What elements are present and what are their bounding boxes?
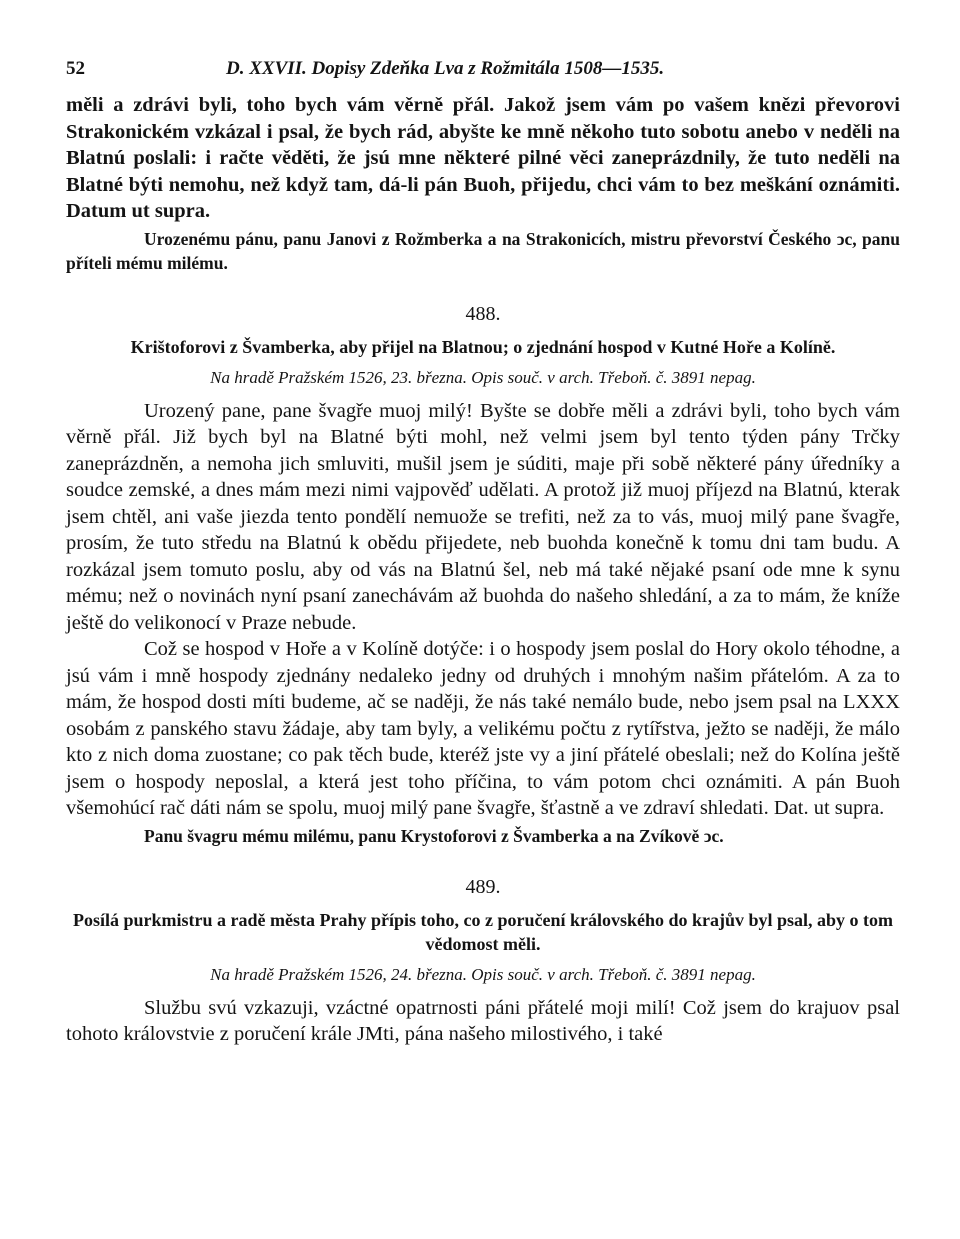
letter-488-address: Panu švagru mému milému, panu Krystoforovi z Švamberka a na Zvíkově ↄc.: [144, 825, 724, 846]
page-body: [66, 92, 900, 1048]
letter-title-488: Krištoforovi z Švamberka, aby přijel na Blatnou; o zjednání hospod v Kutné Hoře a Kolíně.: [130, 337, 836, 357]
letter-source-488: Na hradě Pražském 1526, 23. března. Opis souč. v arch. Třeboň. č. 3891 nepag.: [210, 368, 756, 387]
page-number: 52: [66, 58, 85, 79]
page-header: [66, 52, 900, 92]
letter-489-paragraph-1: Službu svú vzkazuji, vzáctné opatrnosti páni přátelé moji milí! Což jsem do krajuov psal tohoto královstvie z poručení krále JMti, pána našeho milostivého, i také: [66, 996, 900, 1045]
letter-488-paragraph-1: Urozený pane, pane švagře muoj milý! Byšte se dobře měli a zdrávi byli, toho bych vám věrně přál. Již bych byl na Blatné býti mohl, než velmi jsem byl tento týden pány Trčky zaneprázdněn, a nemoha jich smluviti, mušil jsem je súditi, maje při sobě některé pány úředníky a soudce zemské, a dnes mám mezi nimi vajpověď udělati. A protož již muoj příjezd na Blatnú, kterak jsem chtěl, ani vaše jiezda tento pondělí nemuože se trefiti, než za to vás, muoj milý pane švagře, prosím, že tuto středu na Blatnú k obědu přijedete, neb buohda konečně k tomu dni tam budu. A rozkázal jsem tomuto poslu, aby od vás na Blatnú šel, neb má také nějaké psaní ode mne k synu mému; než o novinách nyní psaní zanechávám až buohda do našeho shledání, a za to mám, že kníže ještě do velikonocí v Praze nebude.: [66, 399, 900, 634]
letter-number-489: 489.: [465, 875, 501, 898]
letter-source-489: Na hradě Pražském 1526, 24. března. Opis souč. v arch. Třeboň. č. 3891 nepag.: [210, 965, 756, 984]
running-title: D. XXVII. Dopisy Zdeňka Lva z Rožmitála 1508—1535.: [226, 58, 665, 79]
continuation-address: Urozenému pánu, panu Janovi z Rožmberka a na Strakonicích, mistru převorství Českého ↄc, panu příteli mému milému.: [66, 228, 900, 273]
letter-488-paragraph-2: Což se hospod v Hoře a v Kolíně dotýče: i o hospody jsem poslal do Hory okolo téhodne, a jsú vám i mně hospody zjednány nedaleko jedny od druhých i mnohým našim přátelóm. A za to mám, že hospod dosti míti budeme, ač se naději, že nás také nemálo bude, nebo jsem psal na LXXX osobám z panského stavu žádaje, aby tam byly, a velikému počtu z rytířstva, ježto se naději, že málo kto z nich doma zuostane; co pak těch bude, kteréž jste vy a jiní přátelé obeslali; než do Kolína ještě jsem o hospody neposlal, a která jest toho příčina, to vám potom chci oznámiti. A pán Buoh všemohúcí rač dáti nám se spolu, muoj milý pane švagře, šťastně a ve zdraví shledati. Dat. ut supra.: [66, 638, 900, 819]
letter-title-489: Posílá purkmistru a radě města Prahy přípis toho, co z poručení královského do krajův byl psal, aby o tom vědomost měli.: [72, 910, 894, 954]
continuation-paragraph: měli a zdrávi byli, toho bych vám věrně přál. Jakož jsem vám po vašem knězi převorovi Strakonickém vzkázal i psal, že bych rád, abyšte ke mně někoho tuto sobotu anebo v neděli na Blatnú poslali: i račte věděti, že jsú mne některé pilné věci zaneprázdnily, že tuto neděli na Blatné býti nemohu, než když tam, dá-li pán Buoh, přijedu, chci vám to bez meškání oznámiti. Datum ut supra.: [66, 94, 900, 222]
letter-number-488: 488.: [465, 302, 501, 325]
